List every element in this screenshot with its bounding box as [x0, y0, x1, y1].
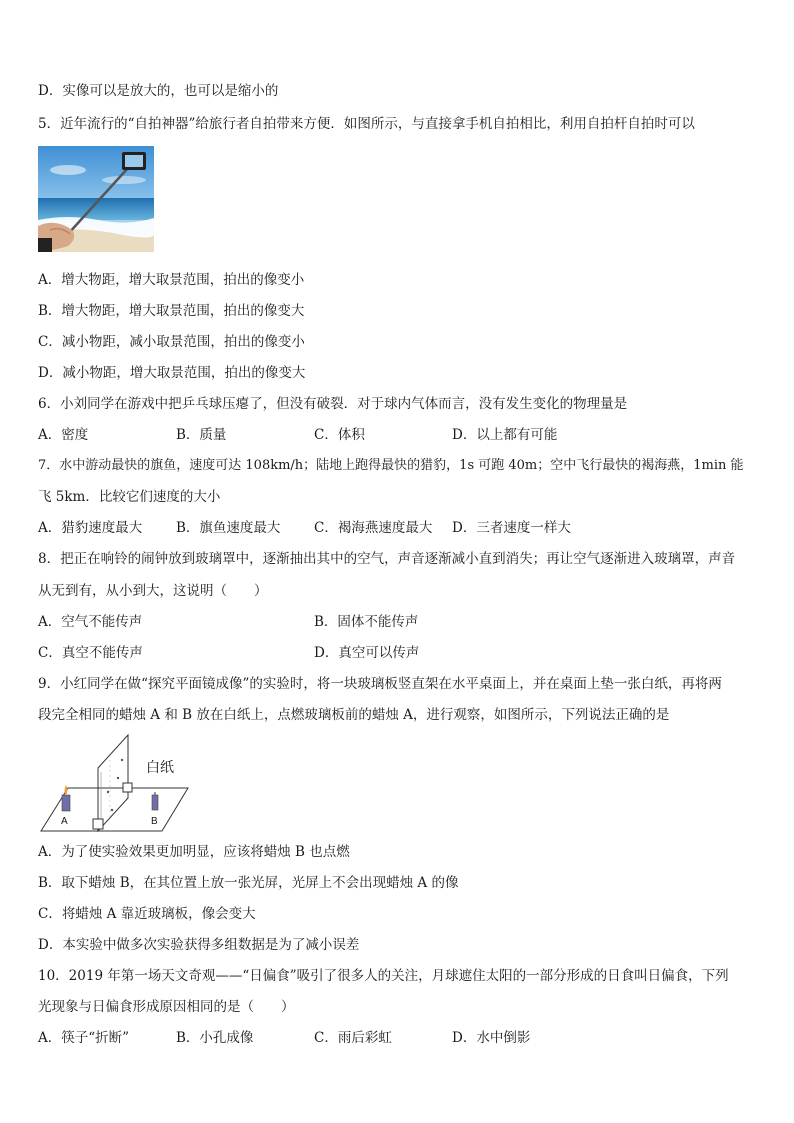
q9-option-b: B．取下蜡烛 B，在其位置上放一张光屏，光屏上不会出现蜡烛 A 的像: [38, 875, 459, 891]
q9-option-d: D．本实验中做多次实验获得多组数据是为了减小误差: [38, 937, 360, 953]
q5-option-a: A．增大物距，增大取景范围，拍出的像变小: [38, 272, 305, 288]
q7-option-b: B．旗鱼速度最大: [176, 520, 281, 536]
q9-option-a: A．为了使实验效果更加明显，应该将蜡烛 B 也点燃: [38, 844, 350, 860]
q7-option-d: D．三者速度一样大: [452, 520, 571, 536]
q8-stem-line1: 8．把正在响铃的闹钟放到玻璃罩中，逐渐抽出其中的空气，声音逐渐减小直到消失；再让空气逐渐进入玻璃罩，声音: [38, 551, 736, 567]
white-paper-label: 白纸: [146, 760, 174, 776]
q9-option-c: C．将蜡烛 A 靠近玻璃板，像会变大: [38, 906, 256, 922]
q8-option-d: D．真空可以传声: [314, 645, 420, 661]
q8-option-b: B．固体不能传声: [314, 614, 419, 630]
q6-option-d: D．以上都有可能: [452, 427, 558, 443]
candle-b-label: B: [151, 816, 158, 827]
q6-option-c: C．体积: [314, 427, 365, 443]
q10-option-c: C．雨后彩虹: [314, 1030, 392, 1046]
q4-option-d: D．实像可以是放大的，也可以是缩小的: [38, 83, 279, 99]
q7-option-a: A．猎豹速度最大: [38, 520, 143, 536]
q8-option-c: C．真空不能传声: [38, 645, 143, 661]
q7-option-c: C．褐海燕速度最大: [314, 520, 433, 536]
q6-stem: 6．小刘同学在游戏中把乒乓球压瘪了，但没有破裂．对于球内气体而言，没有发生变化的物理量是: [38, 396, 628, 412]
q9-stem-line1: 9．小红同学在做“探究平面镜成像”的实验时，将一块玻璃板竖直架在水平桌面上，并在桌面上垫一张白纸，再将两: [38, 676, 722, 692]
q7-stem-line2: 飞 5km．比较它们速度的大小: [38, 489, 221, 505]
q8-stem-line2: 从无到有，从小到大，这说明（ ）: [38, 583, 268, 599]
q8-option-a: A．空气不能传声: [38, 614, 143, 630]
q5-stem: 5．近年流行的“自拍神器”给旅行者自拍带来方便．如图所示，与直接拿手机自拍相比，利用自拍杆自拍时可以: [38, 116, 695, 132]
q10-stem-line1: 10．2019 年第一场天文奇观——“日偏食”吸引了很多人的关注，月球遮住太阳的一部分形成的日食叫日偏食，下列: [38, 968, 729, 984]
q10-stem-line2: 光现象与日偏食形成原因相同的是（ ）: [38, 999, 295, 1015]
selfie-stick-image: [38, 146, 154, 252]
q7-stem-line1: 7．水中游动最快的旗鱼，速度可达 108km/h；陆地上跑得最快的猎豹，1s 可跑 40m；空中飞行最快的褐海燕，1min 能: [38, 458, 744, 473]
q5-option-d: D．减小物距，增大取景范围，拍出的像变大: [38, 365, 306, 381]
q6-option-a: A．密度: [38, 427, 89, 443]
q6-option-b: B．质量: [176, 427, 227, 443]
q5-option-c: C．减小物距，减小取景范围，拍出的像变小: [38, 334, 305, 350]
q10-option-b: B．小孔成像: [176, 1030, 254, 1046]
candle-a-label: A: [61, 816, 68, 827]
q10-option-d: D．水中倒影: [452, 1030, 531, 1046]
q5-option-b: B．增大物距，增大取景范围，拍出的像变大: [38, 303, 305, 319]
q10-option-a: A．筷子“折断”: [38, 1030, 130, 1046]
q9-stem-line2: 段完全相同的蜡烛 A 和 B 放在白纸上，点燃玻璃板前的蜡烛 A，进行观察，如图所示，下列说法正确的是: [38, 707, 670, 723]
mirror-experiment-figure: [38, 730, 198, 834]
